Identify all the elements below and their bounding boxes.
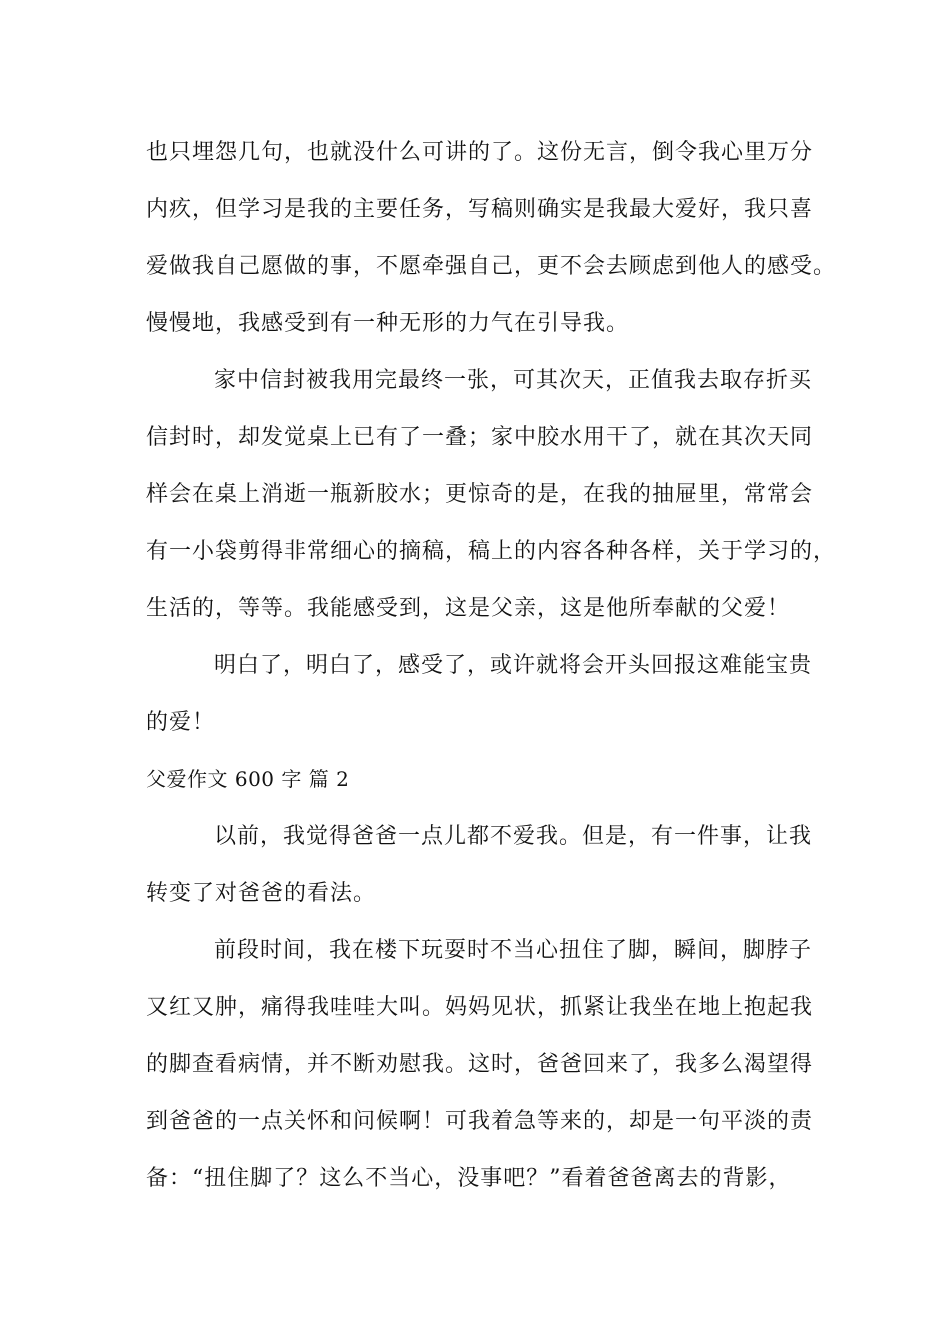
text-line: 以前，我觉得爸爸一点儿都不爱我。但是，有一件事，让我 — [214, 824, 813, 849]
paragraph — [146, 922, 816, 1207]
text-line: 内疚，但学习是我的主要任务，写稿则确实是我最大爱好，我只喜 — [146, 197, 814, 222]
text-line: 样会在桌上消逝一瓶新胶水；更惊奇的是，在我的抽屉里，常常会 — [146, 482, 814, 507]
text-line: 有一小袋剪得非常细心的摘稿，稿上的内容各种各样，关于学习的， — [146, 539, 837, 564]
text-line: 又红又肿，痛得我哇哇大叫。妈妈见状，抓紧让我坐在地上抱起我 — [146, 995, 814, 1020]
text-line: 爱做我自己愿做的事，不愿牵强自己，更不会去顾虑到他人的感受。 — [146, 254, 837, 279]
paragraph — [146, 352, 837, 637]
section-heading: 父爱作文 600 字 篇 2 — [146, 767, 350, 791]
text-line: 家中信封被我用完最终一张，可其次天，正值我去取存折买 — [214, 368, 813, 393]
paragraph — [146, 124, 837, 352]
paragraph — [146, 637, 816, 751]
text-line: 备：“扭住脚了？这么不当心，没事吧？”看着爸爸离去的背影， — [146, 1166, 792, 1191]
text-line: 前段时间，我在楼下玩耍时不当心扭住了脚，瞬间，脚脖子 — [214, 938, 813, 963]
text-line: 明白了，明白了，感受了，或许就将会开头回报这难能宝贵 — [214, 653, 813, 678]
text-line: 慢慢地，我感受到有一种无形的力气在引导我。 — [146, 311, 630, 336]
text-line: 的爱！ — [146, 710, 216, 735]
text-line: 到爸爸的一点关怀和问候啊！可我着急等来的，却是一句平淡的责 — [146, 1109, 814, 1134]
text-line: 的脚查看病情，并不断劝慰我。这时，爸爸回来了，我多么渴望得 — [146, 1052, 814, 1077]
text-line: 转变了对爸爸的看法。 — [146, 881, 377, 906]
paragraph — [146, 808, 816, 922]
text-line: 也只埋怨几句，也就没什么可讲的了。这份无言，倒令我心里万分 — [146, 140, 814, 165]
text-line: 生活的，等等。我能感受到，这是父亲，这是他所奉献的父爱！ — [146, 596, 791, 621]
text-line: 信封时，却发觉桌上已有了一叠；家中胶水用干了，就在其次天同 — [146, 425, 814, 450]
document-body — [146, 124, 837, 1207]
